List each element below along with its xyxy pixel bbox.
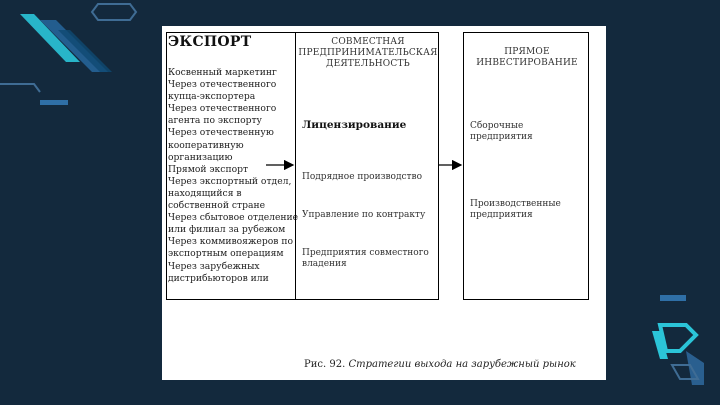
decor-line [0,84,40,92]
export-item: Через отечественного агента по экспорту [168,103,277,127]
export-item: Прямой экспорт [168,163,249,175]
figure-caption [304,359,576,370]
direct-investment-title: ПРЯМОЕ ИНВЕСТИРОВАНИЕ [476,47,578,68]
decor-right [600,275,720,405]
export-title: ЭКСПОРТ [168,34,252,50]
export-item: Через экспортный отдел, находящийся в собственной стране [168,175,292,212]
caption-number: Рис. 92. [304,359,346,370]
joint-venture-item: Подрядное производство [302,172,423,182]
direct-investment-item: Сборочные предприятия [470,121,533,142]
export-item: Косвенный маркетинг [168,67,277,78]
licensing-label: Лицензирование [302,119,407,131]
diagram-panel [162,26,606,380]
joint-venture-item: Управление по контракту [302,210,426,220]
export-item: Через отечественную кооперативную организацию [168,127,274,163]
export-item: Через отечественного купца-экспортера [168,79,277,103]
joint-venture-item: Предприятия совместного владения [302,248,429,269]
caption-text: Стратегии выхода на зарубежный рынок [348,359,576,370]
direct-investment-item: Производственные предприятия [470,199,561,220]
export-item: Через сбытовое отделение или филиал за рубежом [168,212,299,236]
export-item: Через коммивояжеров по экспортным операциям [168,236,294,260]
decor-left [0,0,160,120]
decor-bar [40,100,68,105]
joint-venture-title: СОВМЕСТНАЯ ПРЕДПРИНИМАТЕЛЬСКАЯ ДЕЯТЕЛЬНОСТЬ [298,37,438,69]
arrows-layer [162,26,606,380]
export-item: Через зарубежных дистрибьюторов или [168,260,269,284]
decor-bar-right [660,295,686,301]
decor-hex-outline [92,4,136,20]
decor-cyan-shape [660,325,696,351]
